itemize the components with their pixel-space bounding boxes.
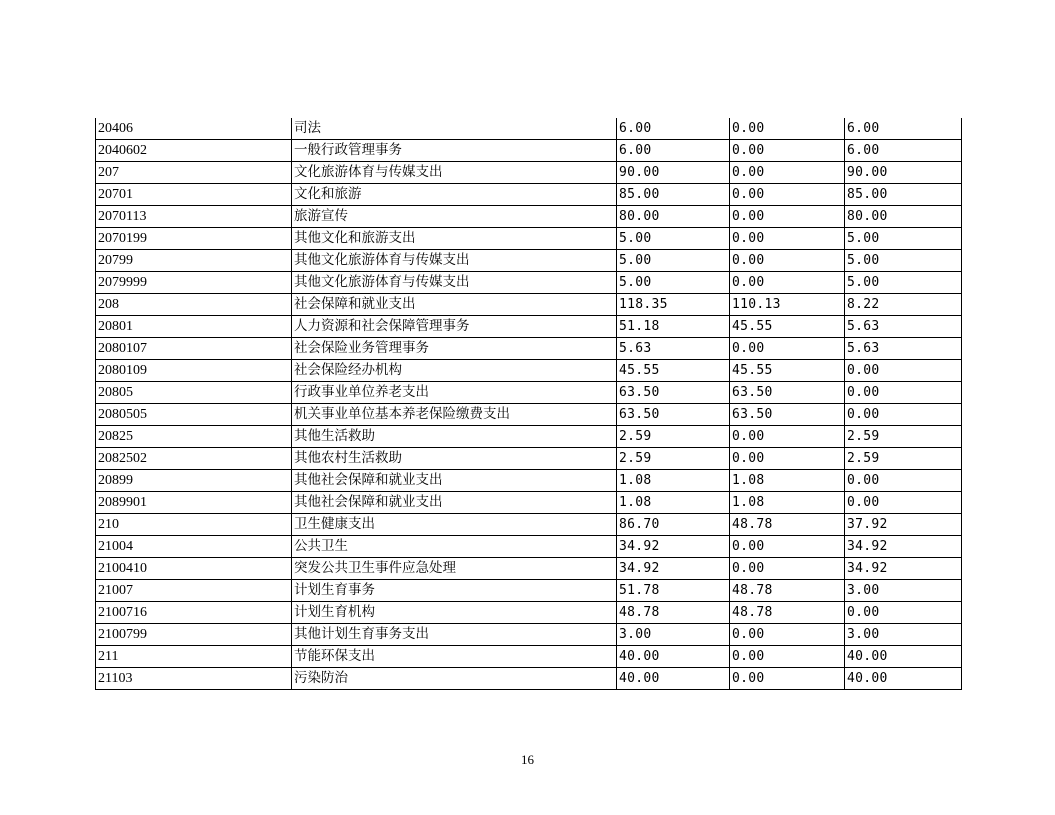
table-row <box>96 492 962 514</box>
cell-basic-expenditure: 0.00 <box>730 140 845 162</box>
cell-basic-expenditure: 48.78 <box>730 580 845 602</box>
cell-basic-expenditure: 0.00 <box>730 426 845 448</box>
cell-subject-code: 2080109 <box>96 360 292 382</box>
cell-total: 6.00 <box>617 118 730 140</box>
cell-basic-expenditure: 0.00 <box>730 250 845 272</box>
table-row <box>96 448 962 470</box>
cell-subject-code: 20799 <box>96 250 292 272</box>
cell-subject-name: 文化旅游体育与传媒支出 <box>292 162 617 184</box>
table-row <box>96 162 962 184</box>
cell-project-expenditure: 0.00 <box>845 404 962 426</box>
table-row <box>96 338 962 360</box>
cell-subject-name: 其他文化旅游体育与传媒支出 <box>292 272 617 294</box>
table-row <box>96 184 962 206</box>
cell-project-expenditure: 90.00 <box>845 162 962 184</box>
cell-subject-name: 人力资源和社会保障管理事务 <box>292 316 617 338</box>
table-row <box>96 536 962 558</box>
cell-project-expenditure: 3.00 <box>845 624 962 646</box>
table-row <box>96 272 962 294</box>
cell-total: 2.59 <box>617 448 730 470</box>
cell-project-expenditure: 0.00 <box>845 360 962 382</box>
table-row <box>96 668 962 690</box>
cell-project-expenditure: 0.00 <box>845 492 962 514</box>
cell-subject-code: 2080107 <box>96 338 292 360</box>
cell-project-expenditure: 6.00 <box>845 118 962 140</box>
cell-subject-name: 其他社会保障和就业支出 <box>292 492 617 514</box>
cell-total: 34.92 <box>617 558 730 580</box>
cell-subject-name: 文化和旅游 <box>292 184 617 206</box>
cell-subject-code: 21103 <box>96 668 292 690</box>
cell-project-expenditure: 37.92 <box>845 514 962 536</box>
cell-subject-code: 2040602 <box>96 140 292 162</box>
cell-subject-name: 社会保险经办机构 <box>292 360 617 382</box>
cell-project-expenditure: 5.63 <box>845 316 962 338</box>
table-row <box>96 360 962 382</box>
cell-basic-expenditure: 1.08 <box>730 470 845 492</box>
cell-basic-expenditure: 0.00 <box>730 624 845 646</box>
cell-total: 80.00 <box>617 206 730 228</box>
cell-basic-expenditure: 0.00 <box>730 228 845 250</box>
cell-basic-expenditure: 1.08 <box>730 492 845 514</box>
cell-total: 3.00 <box>617 624 730 646</box>
cell-basic-expenditure: 0.00 <box>730 448 845 470</box>
cell-basic-expenditure: 0.00 <box>730 536 845 558</box>
cell-subject-code: 2079999 <box>96 272 292 294</box>
cell-basic-expenditure: 0.00 <box>730 118 845 140</box>
table-row <box>96 404 962 426</box>
table-row <box>96 514 962 536</box>
table-row <box>96 602 962 624</box>
table-body <box>96 118 962 690</box>
cell-basic-expenditure: 63.50 <box>730 404 845 426</box>
cell-project-expenditure: 5.00 <box>845 272 962 294</box>
cell-basic-expenditure: 45.55 <box>730 316 845 338</box>
cell-project-expenditure: 2.59 <box>845 426 962 448</box>
cell-subject-name: 其他生活救助 <box>292 426 617 448</box>
cell-subject-code: 2070113 <box>96 206 292 228</box>
table-row <box>96 624 962 646</box>
cell-subject-name: 司法 <box>292 118 617 140</box>
cell-subject-code: 20801 <box>96 316 292 338</box>
cell-total: 6.00 <box>617 140 730 162</box>
cell-subject-code: 20701 <box>96 184 292 206</box>
cell-subject-code: 210 <box>96 514 292 536</box>
cell-basic-expenditure: 63.50 <box>730 382 845 404</box>
cell-total: 63.50 <box>617 404 730 426</box>
table-row <box>96 470 962 492</box>
cell-total: 40.00 <box>617 668 730 690</box>
cell-subject-code: 20805 <box>96 382 292 404</box>
cell-basic-expenditure: 0.00 <box>730 646 845 668</box>
cell-total: 86.70 <box>617 514 730 536</box>
cell-project-expenditure: 0.00 <box>845 602 962 624</box>
cell-basic-expenditure: 45.55 <box>730 360 845 382</box>
cell-project-expenditure: 2.59 <box>845 448 962 470</box>
cell-subject-name: 旅游宣传 <box>292 206 617 228</box>
cell-basic-expenditure: 48.78 <box>730 514 845 536</box>
table-row <box>96 646 962 668</box>
cell-basic-expenditure: 0.00 <box>730 668 845 690</box>
cell-project-expenditure: 85.00 <box>845 184 962 206</box>
cell-total: 90.00 <box>617 162 730 184</box>
cell-total: 5.00 <box>617 272 730 294</box>
cell-basic-expenditure: 0.00 <box>730 184 845 206</box>
cell-basic-expenditure: 0.00 <box>730 558 845 580</box>
table-row <box>96 426 962 448</box>
cell-subject-name: 计划生育事务 <box>292 580 617 602</box>
cell-subject-code: 207 <box>96 162 292 184</box>
cell-basic-expenditure: 48.78 <box>730 602 845 624</box>
cell-subject-name: 计划生育机构 <box>292 602 617 624</box>
cell-total: 1.08 <box>617 492 730 514</box>
cell-project-expenditure: 8.22 <box>845 294 962 316</box>
budget-expenditure-table <box>95 118 962 690</box>
cell-basic-expenditure: 0.00 <box>730 338 845 360</box>
cell-subject-code: 20899 <box>96 470 292 492</box>
cell-project-expenditure: 0.00 <box>845 382 962 404</box>
cell-total: 85.00 <box>617 184 730 206</box>
cell-project-expenditure: 40.00 <box>845 668 962 690</box>
cell-subject-name: 其他文化旅游体育与传媒支出 <box>292 250 617 272</box>
table-row <box>96 228 962 250</box>
cell-project-expenditure: 40.00 <box>845 646 962 668</box>
cell-project-expenditure: 6.00 <box>845 140 962 162</box>
cell-total: 5.00 <box>617 250 730 272</box>
table-row <box>96 316 962 338</box>
table-row <box>96 294 962 316</box>
cell-project-expenditure: 34.92 <box>845 558 962 580</box>
page-number: 16 <box>521 752 534 767</box>
cell-subject-name: 一般行政管理事务 <box>292 140 617 162</box>
table-row <box>96 382 962 404</box>
cell-total: 1.08 <box>617 470 730 492</box>
cell-project-expenditure: 5.00 <box>845 228 962 250</box>
cell-subject-code: 211 <box>96 646 292 668</box>
cell-subject-code: 21004 <box>96 536 292 558</box>
cell-subject-code: 2100799 <box>96 624 292 646</box>
cell-subject-name: 机关事业单位基本养老保险缴费支出 <box>292 404 617 426</box>
cell-subject-code: 21007 <box>96 580 292 602</box>
cell-subject-name: 节能环保支出 <box>292 646 617 668</box>
cell-subject-code: 20406 <box>96 118 292 140</box>
cell-subject-name: 突发公共卫生事件应急处理 <box>292 558 617 580</box>
cell-subject-code: 2070199 <box>96 228 292 250</box>
cell-basic-expenditure: 0.00 <box>730 206 845 228</box>
cell-project-expenditure: 3.00 <box>845 580 962 602</box>
cell-total: 5.63 <box>617 338 730 360</box>
cell-total: 40.00 <box>617 646 730 668</box>
cell-total: 51.18 <box>617 316 730 338</box>
cell-total: 34.92 <box>617 536 730 558</box>
cell-subject-name: 行政事业单位养老支出 <box>292 382 617 404</box>
cell-total: 2.59 <box>617 426 730 448</box>
cell-subject-code: 208 <box>96 294 292 316</box>
table-row <box>96 140 962 162</box>
cell-subject-name: 其他计划生育事务支出 <box>292 624 617 646</box>
cell-project-expenditure: 5.00 <box>845 250 962 272</box>
cell-subject-code: 2089901 <box>96 492 292 514</box>
table-row <box>96 250 962 272</box>
cell-subject-name: 其他文化和旅游支出 <box>292 228 617 250</box>
cell-project-expenditure: 80.00 <box>845 206 962 228</box>
cell-subject-name: 卫生健康支出 <box>292 514 617 536</box>
cell-total: 51.78 <box>617 580 730 602</box>
cell-subject-code: 2082502 <box>96 448 292 470</box>
budget-table-container <box>95 118 961 690</box>
cell-project-expenditure: 34.92 <box>845 536 962 558</box>
cell-project-expenditure: 5.63 <box>845 338 962 360</box>
cell-project-expenditure: 0.00 <box>845 470 962 492</box>
cell-subject-name: 其他社会保障和就业支出 <box>292 470 617 492</box>
cell-basic-expenditure: 0.00 <box>730 162 845 184</box>
cell-subject-name: 公共卫生 <box>292 536 617 558</box>
cell-subject-name: 社会保险业务管理事务 <box>292 338 617 360</box>
cell-subject-code: 2080505 <box>96 404 292 426</box>
cell-subject-code: 2100410 <box>96 558 292 580</box>
table-row <box>96 206 962 228</box>
cell-subject-name: 其他农村生活救助 <box>292 448 617 470</box>
cell-total: 48.78 <box>617 602 730 624</box>
cell-total: 63.50 <box>617 382 730 404</box>
cell-basic-expenditure: 110.13 <box>730 294 845 316</box>
cell-subject-name: 污染防治 <box>292 668 617 690</box>
cell-subject-name: 社会保障和就业支出 <box>292 294 617 316</box>
cell-total: 45.55 <box>617 360 730 382</box>
cell-total: 5.00 <box>617 228 730 250</box>
cell-total: 118.35 <box>617 294 730 316</box>
table-row <box>96 580 962 602</box>
cell-basic-expenditure: 0.00 <box>730 272 845 294</box>
cell-subject-code: 20825 <box>96 426 292 448</box>
table-row <box>96 558 962 580</box>
table-row <box>96 118 962 140</box>
cell-subject-code: 2100716 <box>96 602 292 624</box>
